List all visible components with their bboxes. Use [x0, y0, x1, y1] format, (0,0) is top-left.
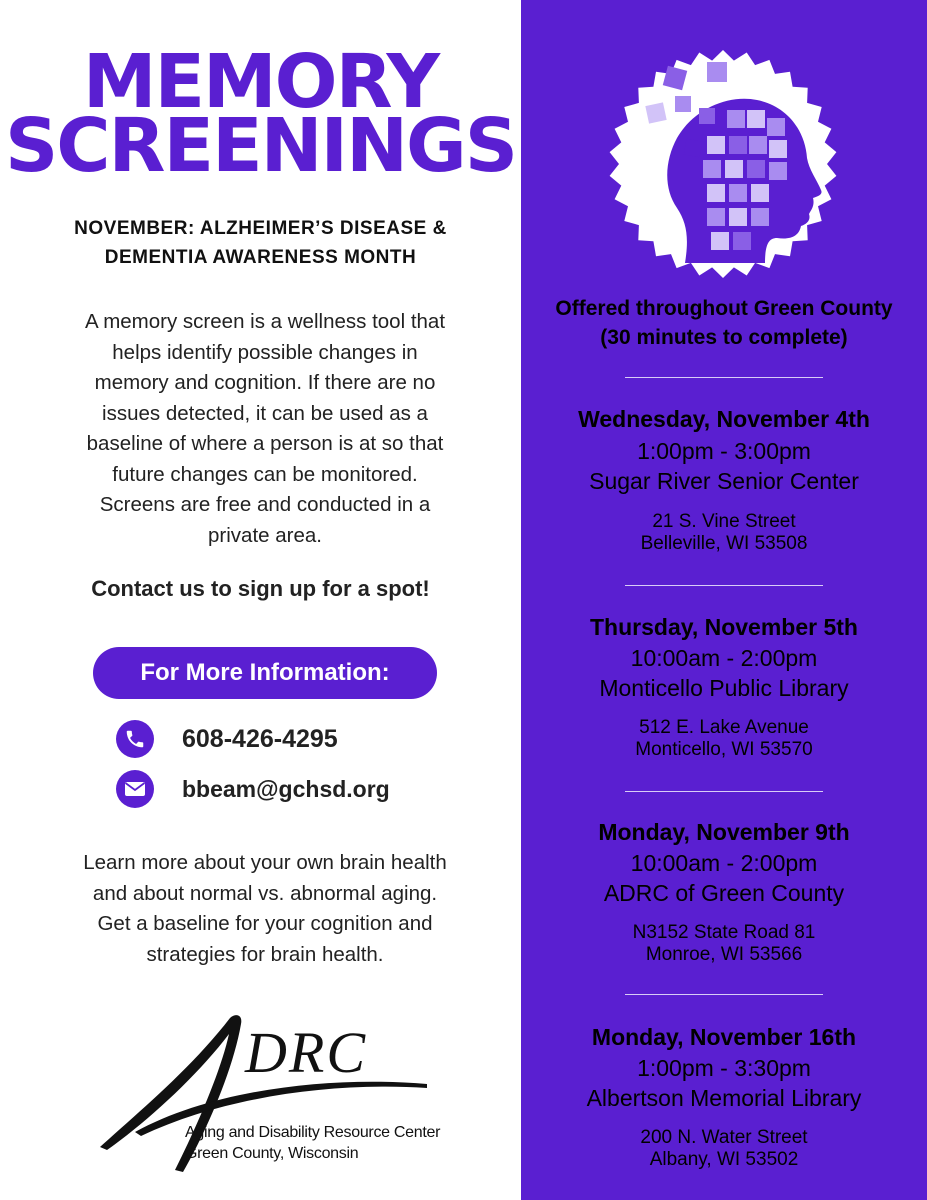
- learn-line: Learn more about your own brain health: [83, 851, 447, 874]
- event-street: 512 E. Lake Avenue: [639, 717, 809, 738]
- logo-line-1: Aging and Disability Resource Center: [185, 1124, 441, 1141]
- learn-line: and about normal vs. abnormal aging.: [92, 881, 438, 905]
- event-address: [521, 511, 927, 555]
- offered-line-2: (30 minutes to complete): [600, 326, 848, 349]
- event-city: Monticello, WI 53570: [635, 739, 813, 760]
- event-day: Monday, November 16th: [591, 1024, 857, 1050]
- event-street: 21 S. Vine Street: [652, 511, 796, 532]
- intro-line: future changes can be monitored.: [112, 462, 418, 486]
- event-venue: Sugar River Senior Center: [589, 468, 859, 494]
- svg-text:DRC: DRC: [245, 1020, 367, 1085]
- divider: [625, 994, 823, 995]
- divider: [625, 377, 823, 378]
- divider: [625, 791, 823, 792]
- event-city: Belleville, WI 53508: [640, 533, 808, 554]
- logo-line-2: Green County, Wisconsin: [185, 1145, 359, 1162]
- event-time: 1:00pm - 3:00pm: [637, 438, 811, 464]
- divider: [625, 585, 823, 586]
- learn-paragraph: [40, 848, 490, 970]
- intro-line: A memory screen is a wellness tool that: [84, 310, 446, 333]
- learn-line: Get a baseline for your cognition and: [97, 912, 433, 935]
- event-time: 10:00am - 2:00pm: [630, 645, 818, 671]
- event-venue: Monticello Public Library: [599, 675, 849, 701]
- intro-line: baseline of where a person is at so that: [86, 432, 444, 455]
- intro-line: issues detected, it can be used as a: [102, 401, 428, 425]
- intro-line: Screens are free and conducted in a: [99, 493, 431, 516]
- intro-line: memory and cognition. If there are no: [94, 371, 436, 394]
- phone-icon: [116, 720, 154, 758]
- event-venue: Albertson Memorial Library: [586, 1085, 862, 1111]
- event-city: Albany, WI 53502: [649, 1149, 799, 1170]
- event-day: Thursday, November 5th: [590, 614, 858, 640]
- event-address: [521, 922, 927, 966]
- event-address: [521, 717, 927, 761]
- email-address[interactable]: bbeam@gchsd.org: [182, 775, 390, 802]
- offered-heading: [521, 294, 927, 352]
- title-line-1: MEMORY: [82, 39, 439, 125]
- offered-line-1: Offered throughout Green County: [555, 297, 893, 320]
- event-address: [521, 1127, 927, 1171]
- intro-line: private area.: [208, 523, 322, 547]
- subtitle-line-1: NOVEMBER: ALZHEIMER’S DISEASE &: [74, 218, 447, 239]
- event-street: N3152 State Road 81: [632, 922, 816, 943]
- more-info-pill: For More Information:: [93, 647, 437, 699]
- envelope-icon: [116, 770, 154, 808]
- event-time: 10:00am - 2:00pm: [630, 850, 818, 876]
- event-time: 1:00pm - 3:30pm: [637, 1055, 811, 1081]
- awareness-subtitle: [0, 214, 521, 272]
- event-city: Monroe, WI 53566: [645, 944, 803, 965]
- intro-line: helps identify possible changes in: [112, 340, 418, 364]
- phone-row[interactable]: [116, 719, 338, 759]
- email-row[interactable]: [116, 769, 390, 809]
- event-day: Monday, November 9th: [598, 819, 850, 845]
- intro-paragraph: [40, 307, 490, 551]
- event-street: 200 N. Water Street: [640, 1127, 808, 1148]
- signup-cta: Contact us to sign up for a spot!: [91, 576, 430, 601]
- brain-puzzle-badge: [607, 48, 839, 280]
- learn-line: strategies for brain health.: [146, 942, 384, 966]
- subtitle-line-2: DEMENTIA AWARENESS MONTH: [104, 247, 417, 268]
- event-day: Wednesday, November 4th: [578, 406, 870, 432]
- phone-number[interactable]: 608-426-4295: [182, 724, 338, 753]
- title-line-2: SCREENINGS: [4, 103, 517, 189]
- event-venue: ADRC of Green County: [603, 880, 845, 906]
